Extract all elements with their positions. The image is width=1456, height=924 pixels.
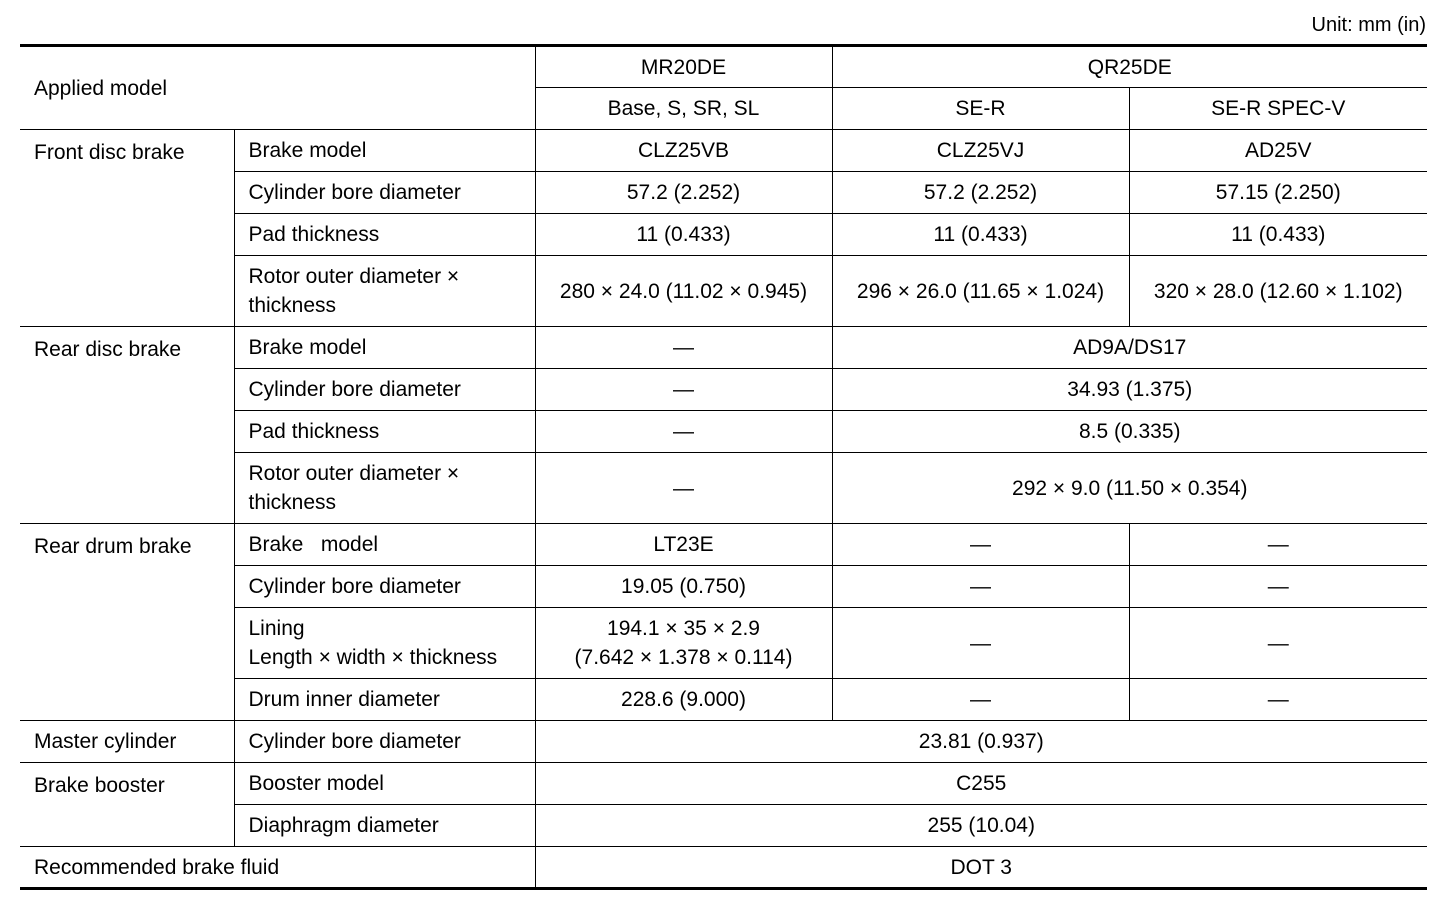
row-label: Booster model xyxy=(234,763,535,805)
rear-disc-brake-group: Rear disc brake xyxy=(20,327,234,524)
cell-value: 57.2 (2.252) xyxy=(535,172,832,214)
cell-value: AD25V xyxy=(1129,130,1427,172)
row-label: Brake model xyxy=(234,327,535,369)
row-label-line: Length × width × thickness xyxy=(248,646,498,669)
cell-value: — xyxy=(832,679,1129,721)
cell-value: CLZ25VJ xyxy=(832,130,1129,172)
row-label-line: Rotor outer diameter × xyxy=(248,462,460,485)
cell-value: 320 × 28.0 (12.60 × 1.102) xyxy=(1129,256,1427,327)
cell-value: 23.81 (0.937) xyxy=(535,721,1427,763)
cell-value: 280 × 24.0 (11.02 × 0.945) xyxy=(535,256,832,327)
master-cylinder-group: Master cylinder xyxy=(20,721,234,763)
table-row xyxy=(20,327,1427,369)
ser-grade-header: SE-R xyxy=(832,88,1129,130)
cell-value: 34.93 (1.375) xyxy=(832,369,1427,411)
cell-value: 228.6 (9.000) xyxy=(535,679,832,721)
row-label: Cylinder bore diameter xyxy=(234,172,535,214)
cell-value: 8.5 (0.335) xyxy=(832,411,1427,453)
cell-value: DOT 3 xyxy=(535,847,1427,889)
row-label: Drum inner diameter xyxy=(234,679,535,721)
row-label: Pad thickness xyxy=(234,411,535,453)
cell-value: 11 (0.433) xyxy=(832,214,1129,256)
header-row-engine xyxy=(20,46,1427,88)
applied-model-header: Applied model xyxy=(20,46,535,130)
table-row xyxy=(20,524,1427,566)
recommended-fluid-label: Recommended brake fluid xyxy=(20,847,535,889)
brake-specifications-table xyxy=(20,44,1427,890)
row-label: Diaphragm diameter xyxy=(234,805,535,847)
cell-value: 57.2 (2.252) xyxy=(832,172,1129,214)
cell-value: AD9A/DS17 xyxy=(832,327,1427,369)
cell-value: — xyxy=(1129,608,1427,679)
mr20de-header: MR20DE xyxy=(535,46,832,88)
row-label: Pad thickness xyxy=(234,214,535,256)
cell-value: — xyxy=(535,369,832,411)
front-disc-brake-group: Front disc brake xyxy=(20,130,234,327)
ser-specv-grade-header: SE-R SPEC-V xyxy=(1129,88,1427,130)
cell-value-line: (7.642 × 1.378 × 0.114) xyxy=(574,646,793,669)
cell-value: 255 (10.04) xyxy=(535,805,1427,847)
row-label xyxy=(234,256,535,327)
cell-value: — xyxy=(832,608,1129,679)
cell-value: 19.05 (0.750) xyxy=(535,566,832,608)
cell-value xyxy=(535,608,832,679)
row-label: Cylinder bore diameter xyxy=(234,369,535,411)
row-label: Brake model xyxy=(234,130,535,172)
row-label: Brake model xyxy=(234,524,535,566)
row-label: Cylinder bore diameter xyxy=(234,721,535,763)
cell-value: — xyxy=(535,453,832,524)
unit-label: Unit: mm (in) xyxy=(1311,14,1426,36)
row-label xyxy=(234,608,535,679)
table-row xyxy=(20,763,1427,805)
table-row xyxy=(20,847,1427,889)
row-label-line: thickness xyxy=(248,294,337,317)
cell-value: 11 (0.433) xyxy=(1129,214,1427,256)
table-row xyxy=(20,721,1427,763)
cell-value: CLZ25VB xyxy=(535,130,832,172)
qr25de-header: QR25DE xyxy=(832,46,1427,88)
cell-value: — xyxy=(1129,679,1427,721)
cell-value: — xyxy=(832,566,1129,608)
table-row xyxy=(20,130,1427,172)
cell-value: 57.15 (2.250) xyxy=(1129,172,1427,214)
row-label-line: Rotor outer diameter × xyxy=(248,265,460,288)
row-label-line: thickness xyxy=(248,491,337,514)
row-label-line: Lining xyxy=(248,617,305,640)
cell-value: — xyxy=(1129,566,1427,608)
cell-value: 296 × 26.0 (11.65 × 1.024) xyxy=(832,256,1129,327)
brake-booster-group: Brake booster xyxy=(20,763,234,847)
cell-value: — xyxy=(535,327,832,369)
cell-value: C255 xyxy=(535,763,1427,805)
cell-value: — xyxy=(1129,524,1427,566)
cell-value: — xyxy=(832,524,1129,566)
rear-drum-brake-group: Rear drum brake xyxy=(20,524,234,721)
base-grade-header: Base, S, SR, SL xyxy=(535,88,832,130)
cell-value: 11 (0.433) xyxy=(535,214,832,256)
cell-value-line: 194.1 × 35 × 2.9 xyxy=(607,617,760,640)
cell-value: LT23E xyxy=(535,524,832,566)
row-label: Cylinder bore diameter xyxy=(234,566,535,608)
row-label xyxy=(234,453,535,524)
cell-value: — xyxy=(535,411,832,453)
cell-value: 292 × 9.0 (11.50 × 0.354) xyxy=(832,453,1427,524)
